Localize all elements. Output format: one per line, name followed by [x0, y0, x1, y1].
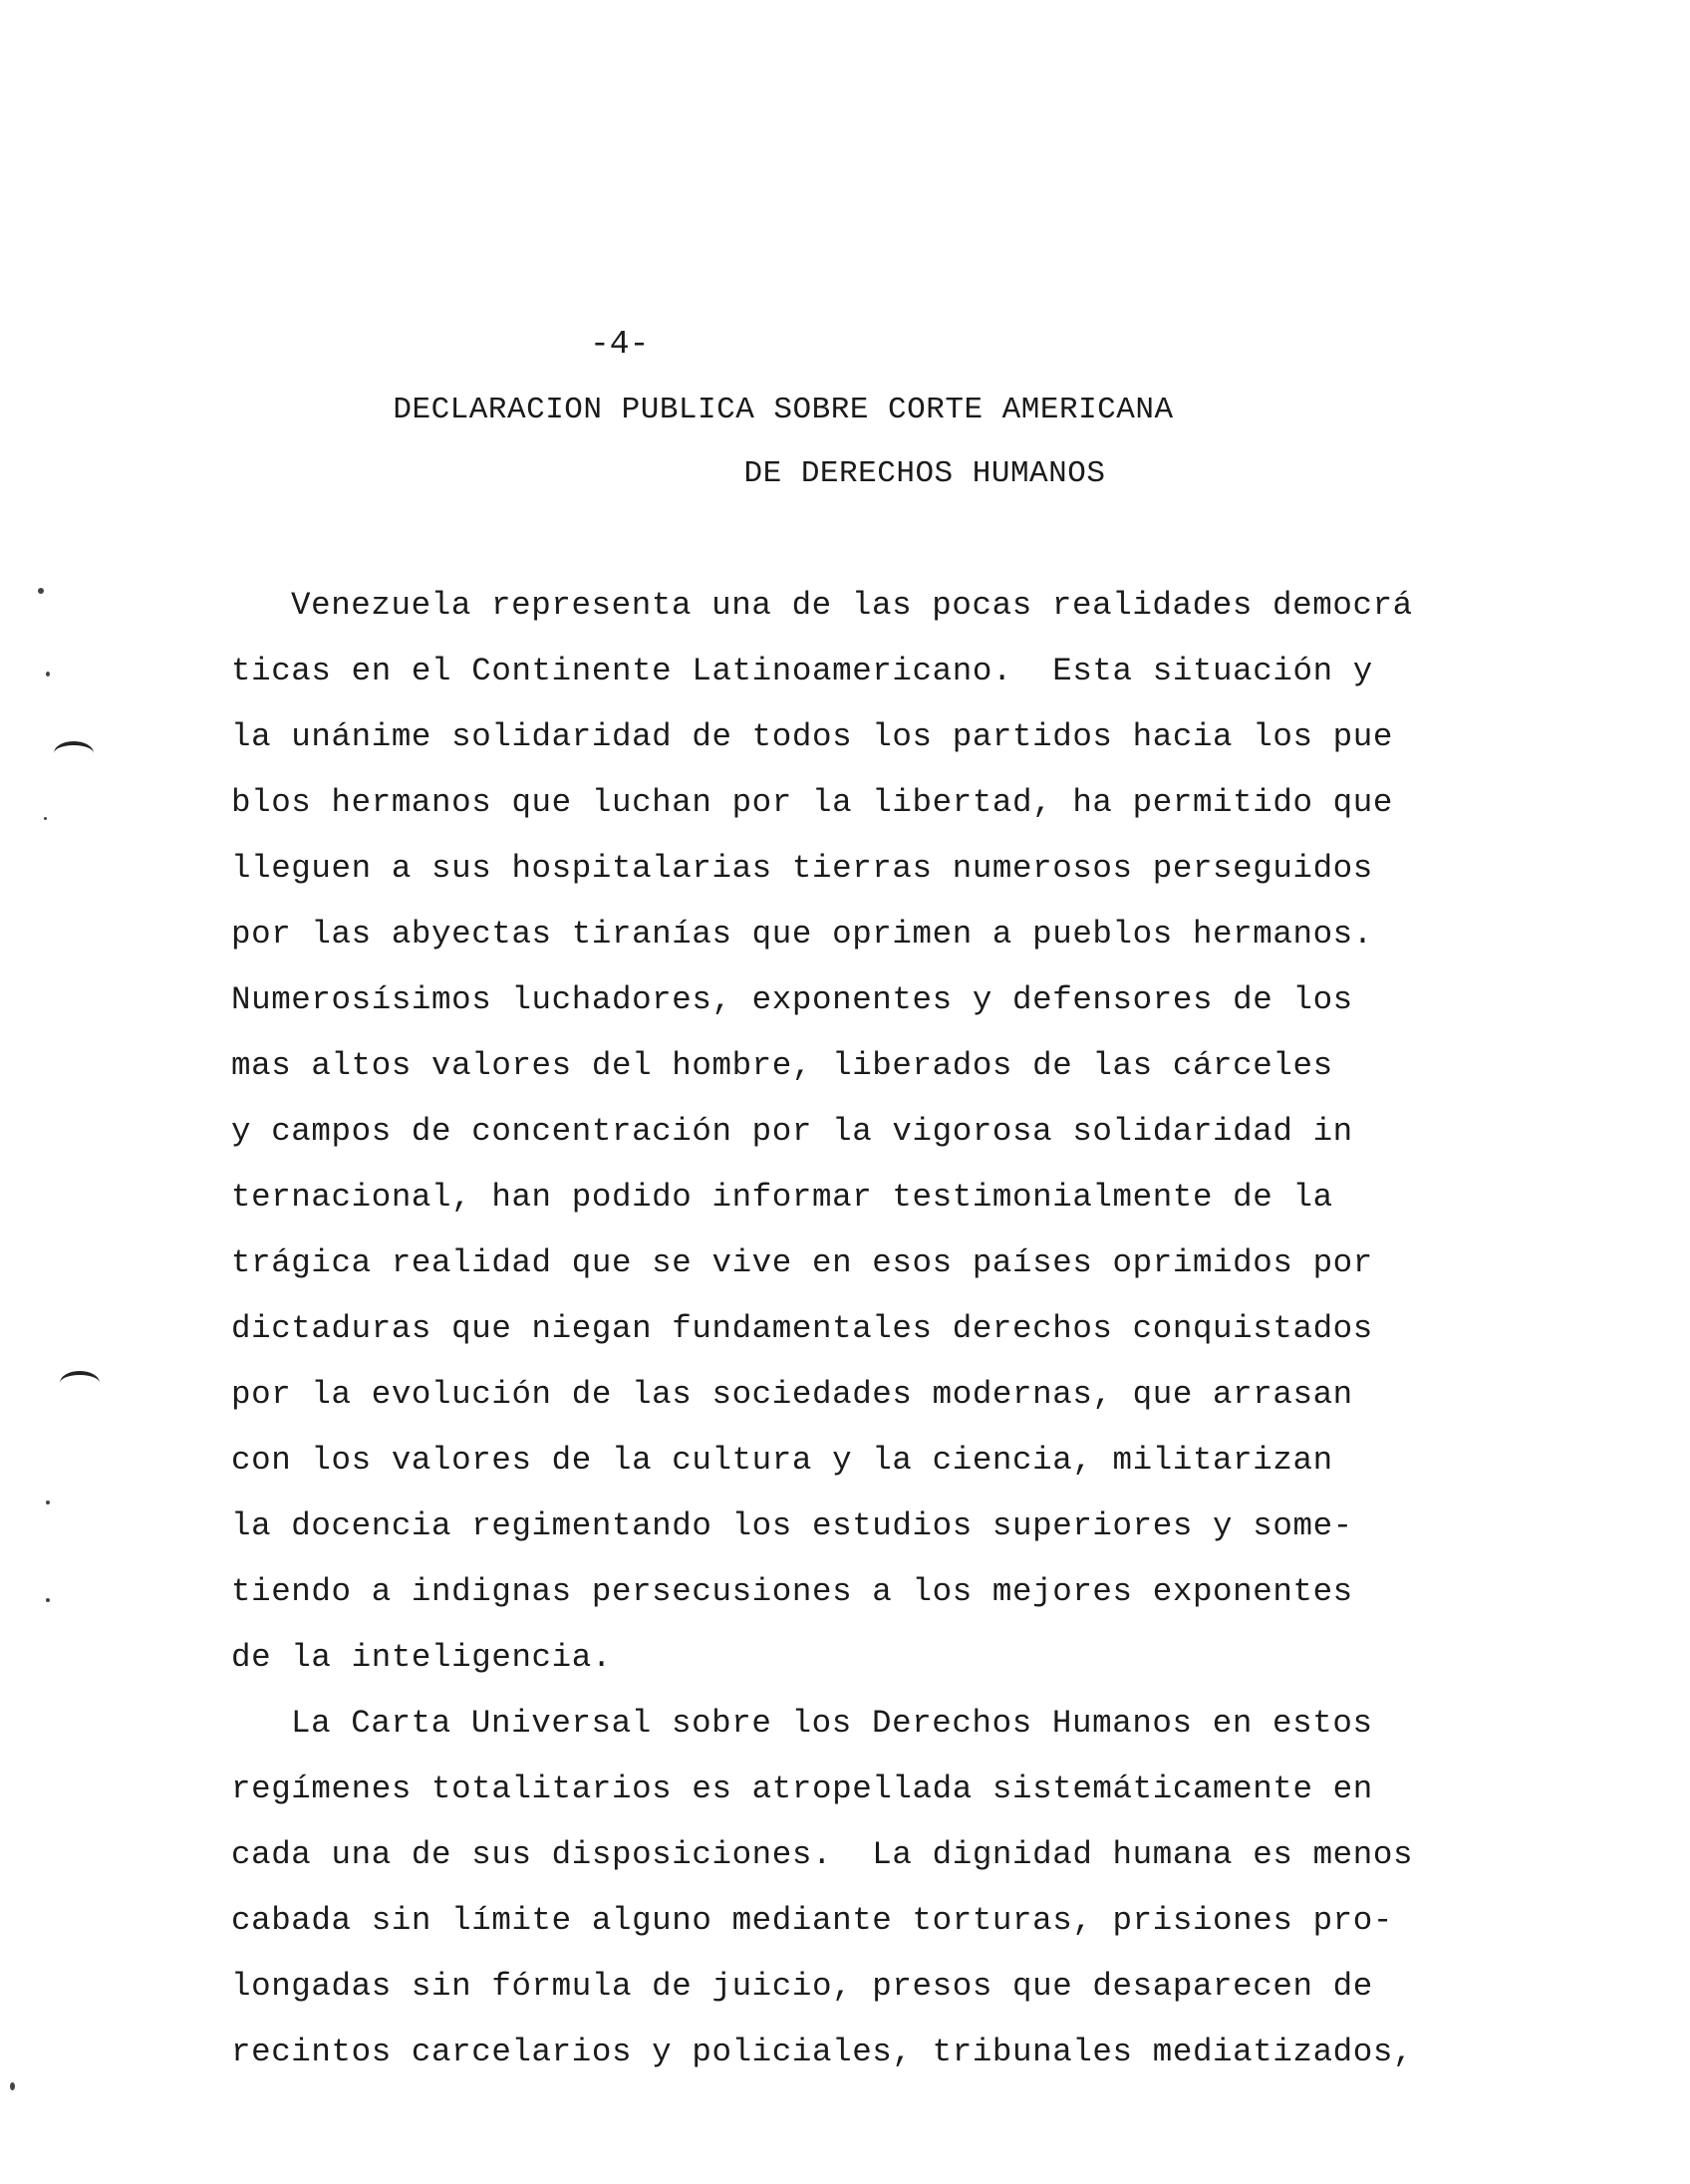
- text-line: y campos de concentración por la vigorosa solidaridad in: [231, 1113, 1353, 1150]
- text-line: La Carta Universal sobre los Derechos Humanos en estos: [291, 1705, 1373, 1742]
- text-line: por la evolución de las sociedades modernas, que arrasan: [231, 1376, 1353, 1413]
- text-line: dictaduras que niegan fundamentales derechos conquistados: [231, 1310, 1373, 1347]
- text-line: Numerosísimos luchadores, exponentes y defensores de los: [231, 981, 1353, 1018]
- text-line: blos hermanos que luchan por la libertad, ha permitido que: [231, 784, 1393, 821]
- text-line: de la inteligencia.: [231, 1639, 612, 1676]
- paragraph-2: [231, 1704, 1477, 2098]
- text-line: Venezuela representa una de las pocas realidades democrá: [291, 587, 1413, 624]
- text-line: con los valores de la cultura y la ciencia, militarizan: [231, 1442, 1333, 1479]
- paragraph-1: [231, 586, 1477, 1704]
- text-line: cabada sin límite alguno mediante torturas, prisiones pro-: [231, 1902, 1393, 1939]
- text-line: por las abyectas tiranías que oprimen a pueblos hermanos.: [231, 916, 1373, 953]
- text-line: cada una de sus disposiciones. La dignidad humana es menos: [231, 1836, 1414, 1873]
- document-title-line-2: DE DERECHOS HUMANOS: [743, 456, 1106, 491]
- document-title-line-1: DECLARACION PUBLICA SOBRE CORTE AMERICANA: [393, 393, 1174, 427]
- text-line: trágica realidad que se vive en esos países oprimidos por: [231, 1244, 1373, 1281]
- text-line: ternacional, han podido informar testimonialmente de la: [231, 1179, 1333, 1216]
- document-body: [231, 586, 1477, 2098]
- text-line: longadas sin fórmula de juicio, presos que desaparecen de: [231, 1968, 1373, 2005]
- text-line: ticas en el Continente Latinoamericano. Esta situación y: [231, 653, 1373, 689]
- text-line: mas altos valores del hombre, liberados de las cárceles: [231, 1047, 1333, 1084]
- text-line: recintos carcelarios y policiales, tribunales mediatizados,: [231, 2034, 1414, 2070]
- text-line: la docencia regimentando los estudios superiores y some-: [231, 1507, 1353, 1544]
- scan-mark: [54, 741, 94, 765]
- scan-mark: [60, 1371, 100, 1395]
- page-number: -4-: [590, 326, 650, 363]
- text-line: la unánime solidaridad de todos los partidos hacia los pue: [231, 718, 1393, 755]
- text-line: regímenes totalitarios es atropellada sistemáticamente en: [231, 1771, 1373, 1807]
- text-line: lleguen a sus hospitalarias tierras numerosos perseguidos: [231, 850, 1373, 887]
- text-line: tiendo a indignas persecusiones a los mejores exponentes: [231, 1573, 1353, 1610]
